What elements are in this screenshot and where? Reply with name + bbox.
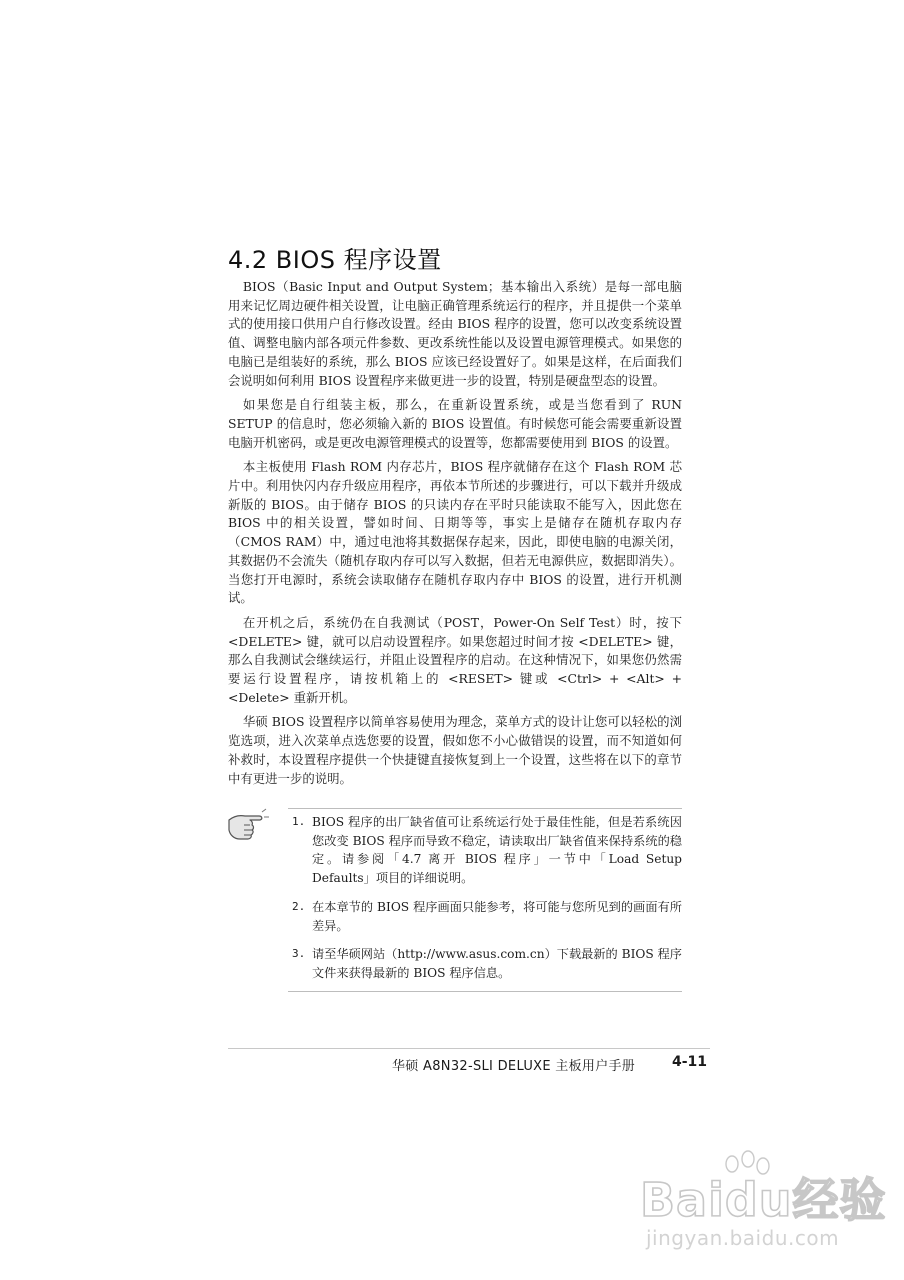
body-text [228,278,682,794]
note-item [288,945,682,982]
footer-divider [228,1048,710,1049]
note-text: 请至华硕网站（http://www.asus.com.cn）下载最新的 BIOS 程序文件来获得最新的 BIOS 程序信息。 [312,947,682,980]
note-list [288,813,682,983]
note-number: 2. [292,899,306,913]
note-item [288,813,682,888]
baidu-watermark [640,1150,890,1270]
note-text: BIOS 程序的出厂缺省值可让系统运行处于最佳性能，但是若系统因您改变 BIOS 程序而导致不稳定，请读取出厂缺省值来保持系统的稳定。请参阅「4.7 离开 BIOS 程序」一节中「Load Setup Defaults」项目的详细说明。 [312,815,682,886]
footer-manual-title: 华硕 A8N32-SLI DELUXE 主板用户手册 [392,1059,636,1074]
note-box [288,808,682,992]
pointing-hand-icon [226,806,270,842]
note-item [288,898,682,935]
watermark-url: jingyan.baidu.com [646,1226,840,1250]
paragraph-asus-bios: 华硕 BIOS 设置程序以简单容易使用为理念，菜单方式的设计让您可以轻松的浏览选项，进入次菜单点选您要的设置，假如您不小心做错误的设置，而不知道如何补救时，本设置程序提供一个快捷键直接恢复到上一个设置，这些将在以下的章节中有更进一步的说明。 [228,714,682,786]
paragraph-run-setup: 如果您是自行组装主板，那么，在重新设置系统，或是当您看到了 RUN SETUP 的信息时，您必须输入新的 BIOS 设置值。有时候您可能会需要重新设置电脑开机密码，或是更改电源管理模式的设置等，您都需要使用到 BIOS 的设置。 [228,397,682,450]
note-number: 1. [292,815,306,828]
note-number: 3. [292,947,306,961]
paragraph-bios-intro: BIOS（Basic Input and Output System；基本输出入系统）是每一部电脑用来记忆周边硬件相关设置，让电脑正确管理系统运行的程序，并且提供一个菜单式的使用接口供用户自行修改设置。经由 BIOS 程序的设置，您可以改变系统设置值、调整电脑内部各项元件参数、更改系统性能以及设置电源管理模式。如果您的电脑已是组装好的系统，那么 BIOS 应该已经设置好了。如果是这样，在后面我们会说明如何利用 BIOS 设置程序来做更进一步的设置，特别是硬盘型态的设置。 [228,279,682,388]
footer-page-number: 4-11 [672,1054,708,1070]
note-text: 在本章节的 BIOS 程序画面只能参考，将可能与您所见到的画面有所差异。 [312,899,682,933]
paragraph-flash-rom: 本主板使用 Flash ROM 内存芯片，BIOS 程序就储存在这个 Flash ROM 芯片中。利用快闪内存升级应用程序，再依本节所述的步骤进行，可以下载并升级成新版的 BIOS。由于储存 BIOS 的只读内存在平时只能读取不能写入，因此您在 BIOS 中的相关设置，譬如时间、日期等等，事实上是储存在随机存取内存（CMOS RAM）中，通过电池将其数据保存起来，因此，即使电脑的电源关闭，其数据仍不会流失（随机存取内存可以写入数据，但若无电源供应，数据即消失）。当您打开电源时，系统会读取储存在随机存取内存中 BIOS 的设置，进行开机测试。 [228,459,682,606]
section-title: 4.2 BIOS 程序设置 [228,246,442,274]
watermark-logo: Baidu经验 [640,1173,887,1227]
paragraph-post-delete: 在开机之后，系统仍在自我测试（POST，Power-On Self Test）时，按下 <DELETE> 键，就可以启动设置程序。如果您超过时间才按 <DELETE> 键，那么自我测试会继续运行，并阻止设置程序的启动。在这种情况下，如果您仍然需要运行设置程序，请按机箱上的 <RESET> 键或 <Ctrl> + <Alt> + <Delete> 重新开机。 [228,614,682,705]
